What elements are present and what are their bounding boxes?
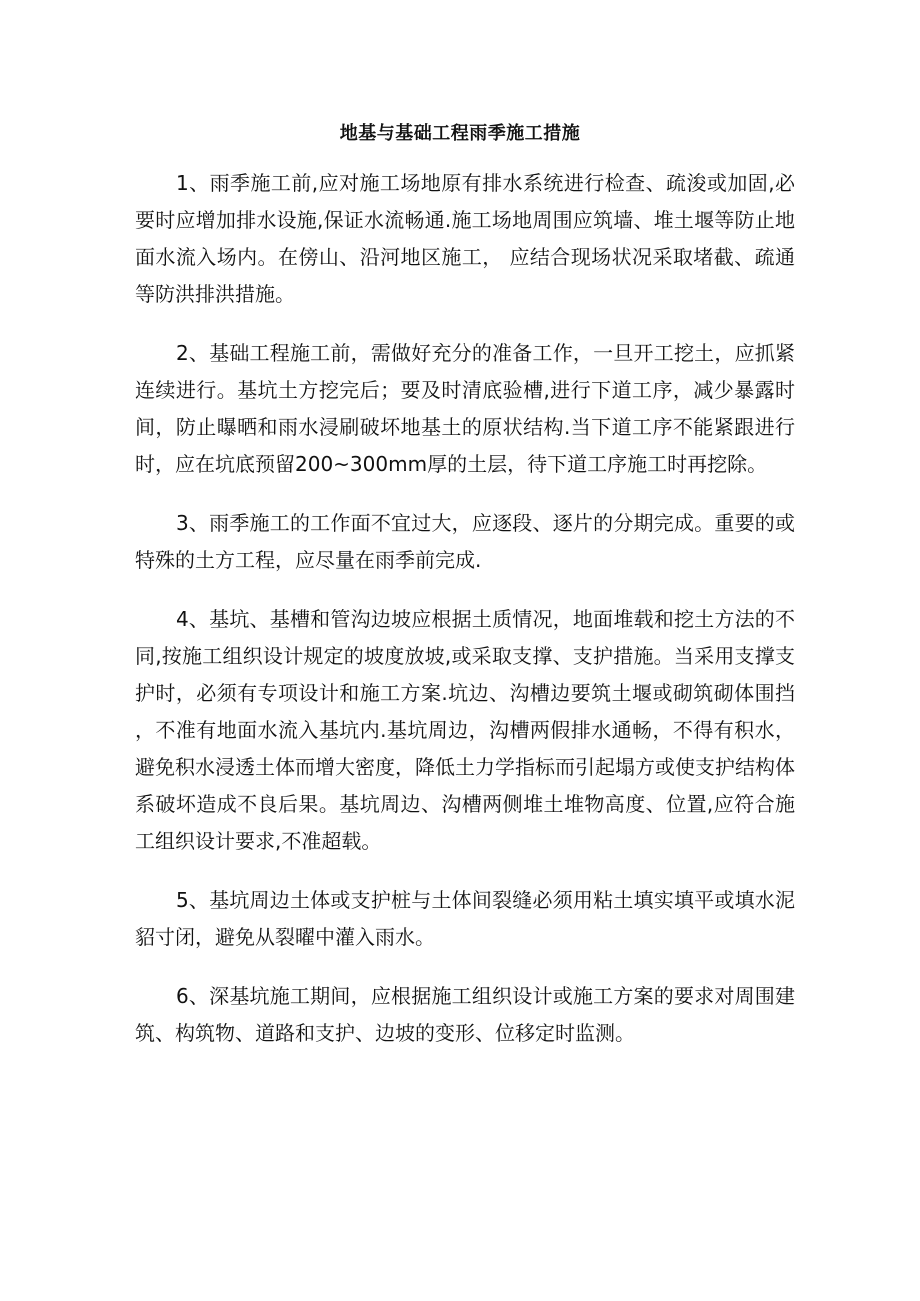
paragraph-4: 4、基坑、基槽和管沟边坡应根据土质情况，地面堆载和挖土方法的不同,按施工组织设计规定的坡度放坡,或采取支撑、支护措施。当采用支撑支护时，必须有专项设计和施工方案.坑边、沟槽边要筑土堰或砌筑砌体围挡，不准有地面水流入基坑内.基坑周边，沟槽两假排水通畅，不得有积水，避免积水浸透土体而增大密度，降低土力学指标而引起塌方或使支护结构体系破坏造成不良后果。基坑周边、沟槽两侧堆土堆物高度、位置,应符合施工组织设计要求,不准超载。 — [135, 607, 795, 853]
paragraph-1: 1、雨季施工前,应对施工场地原有排水系统进行检查、疏浚或加固,必要时应增加排水设施,保证水流畅通.施工场地周围应筑墙、堆土堰等防止地面水流入场内。在傍山、沿河地区施工， 应结合现场状况采取堵截、疏通等防洪排洪措施。 — [135, 171, 795, 306]
document-body — [135, 165, 795, 1074]
paragraph-6: 6、深基坑施工期间，应根据施工组织设计或施工方案的要求对周围建筑、构筑物、道路和支护、边坡的变形、位移定时监测。 — [135, 984, 795, 1045]
paragraph-2: 2、基础工程施工前，需做好充分的准备工作，一旦开工挖土，应抓紧连续进行。基坑土方挖完后；要及时清底验槽,进行下道工序，减少暴露时间，防止曝晒和雨水浸刷破坏地基土的原状结构.当下道工序不能紧跟进行时，应在坑底预留200~300mm厚的土层，待下道工序施工时再挖除。 — [135, 341, 795, 476]
document-title: 地基与基础工程雨季施工措施 — [339, 123, 581, 144]
paragraph-3: 3、雨季施工的工作面不宜过大，应逐段、逐片的分期完成。重要的或特殊的土方工程，应尽量在雨季前完成. — [135, 511, 795, 572]
paragraph-5: 5、基坑周边土体或支护桩与土体间裂缝必须用粘土填实填平或填水泥貂寸闭，避免从裂曜中灌入雨水。 — [135, 888, 795, 949]
